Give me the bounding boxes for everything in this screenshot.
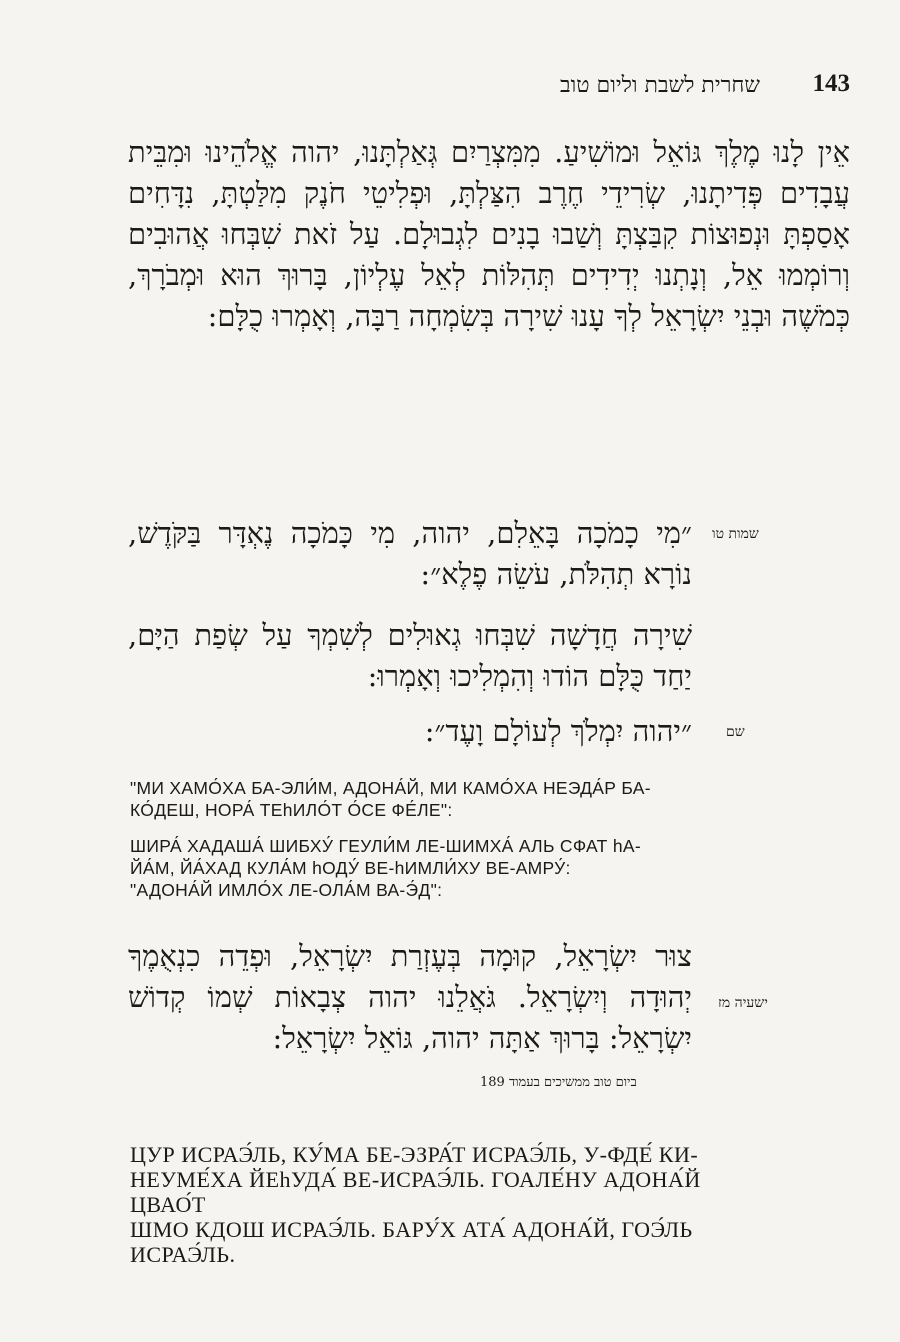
russian-line: КО́ДЕШ, НОРА́ ТЕhИЛО́Т О́СЕ ФЕ́ЛЕ":	[130, 800, 453, 820]
page-number: 143	[812, 70, 850, 97]
russian-line: ШИРА́ ХАДАША́ ШИБХУ́ ГЕУЛИ́М ЛЕ-ШИМХА́ АЛЬ СФАТ hА-	[130, 836, 641, 856]
russian-line: ЦУР ИСРАЭ́ЛЬ, КУ́МА БЕ-ЭЗРА́Т ИСРАЭ́ЛЬ, У-ФДЕ́ КИ-	[130, 1142, 699, 1167]
russian-translit-1	[130, 777, 690, 821]
hebrew-paragraph-3: שִׁירָה חֲדָשָׁה שִׁבְּחוּ גְאוּלִים לְשִׁמְךָ עַל שְׂפַת הַיָּם, יַחַד כֻּלָּם הוֹדוּ וְהִמְלִיכוּ וְאָמְרוּ:	[128, 618, 692, 693]
running-title: שחרית לשבת וליום טוב	[559, 73, 760, 98]
russian-line: "АДОНА́Й ИМЛО́Х ЛЕ-ОЛА́М ВА-Э́Д":	[130, 880, 443, 900]
holiday-note: ביום טוב ממשיכים בעמוד 189	[480, 1075, 637, 1090]
hebrew-paragraph-4: ״יהוה יִמְלֹךְ לְעוֹלָם וָעֶד״:	[424, 714, 692, 748]
page-header	[480, 70, 850, 110]
russian-translit-3	[130, 1142, 710, 1267]
russian-translit-2	[130, 835, 690, 901]
margin-ref-sham: שם	[726, 724, 745, 740]
russian-line: НЕУМЕ́ХА ЙЕhУДА́ ВЕ-ИСРАЭ́ЛЬ. ГОАЛЕ́НУ АДОНА́Й ЦВАО́Т	[130, 1167, 701, 1217]
hebrew-paragraph-2: ״מִי כָמֹכָה בָּאֵלִם, יהוה, מִי כָּמֹכָה נֶאְדָּר בַּקֹּדֶשׁ, נוֹרָא תְהִלֹּת, עֹשֵׂה פֶלֶא״:	[128, 516, 692, 591]
hebrew-paragraph-1: אֵין לָנוּ מֶלֶךְ גּוֹאֵל וּמוֹשִׁיעַ. מִמִּצְרַיִם גְּאַלְתָּנוּ, יהוה אֱלֹהֵינוּ וּמִבֵּית עֲבָדִים פְּדִיתָנוּ, שְׂרִידֵי חֶרֶב הִצַּלְתָּ, וּפְלִיטֵי חֹנֶק מִלַּטְתָּ, נִדָּחִים אָסַפְתָּ וּנְפוּצוֹת קִבַּצְתָּ וְשַׁבוּ בָנִים לִגְבוּלָם. עַל זֹאת שִׁבְּחוּ אֲהוּבִים וְרוֹמְמוּ אֵל, וְנָתְנוּ יְדִידִים תְּהִלּוֹת לְאֵל עֶלְיוֹן, בָּרוּךְ הוּא וּמְבֹרָךְ, כְּמֹשֶׁה וּבְנֵי יִשְׂרָאֵל לְךָ עָנוּ שִׁירָה בְּשִׂמְחָה רַבָּה, וְאָמְרוּ כֻלָּם:	[128, 135, 850, 333]
russian-line: ЙА́М, ЙА́ХАД КУЛА́М hОДУ́ ВЕ-hИМЛИ́ХУ ВЕ-АМРУ́:	[130, 858, 571, 878]
margin-ref-shemot: שמות טו	[712, 526, 759, 542]
russian-line: "МИ ХАМО́ХА БА-ЭЛИ́М, АДОНА́Й, МИ КАМО́ХА НЕЭДА́Р БА-	[130, 778, 651, 798]
margin-ref-yeshayahu: ישעיה מז	[718, 995, 768, 1011]
russian-line: ШМО КДОШ ИСРАЭ́ЛЬ. БАРУ́Х АТА́ АДОНА́Й, ГОЭ́ЛЬ ИСРАЭ́ЛЬ.	[130, 1217, 693, 1267]
hebrew-paragraph-5: צוּר יִשְׂרָאֵל, קוּמָה בְּעֶזְרַת יִשְׂרָאֵל, וּפְדֵה כִנְאֻמֶךָ יְהוּדָה וְיִשְׂרָאֵל. גֹּאֲלֵנוּ יהוה צְבָאוֹת שְׁמוֹ קְדוֹשׁ יִשְׂרָאֵל: בָּרוּךְ אַתָּה יהוה, גּוֹאֵל יִשְׂרָאֵל:	[128, 939, 692, 1055]
